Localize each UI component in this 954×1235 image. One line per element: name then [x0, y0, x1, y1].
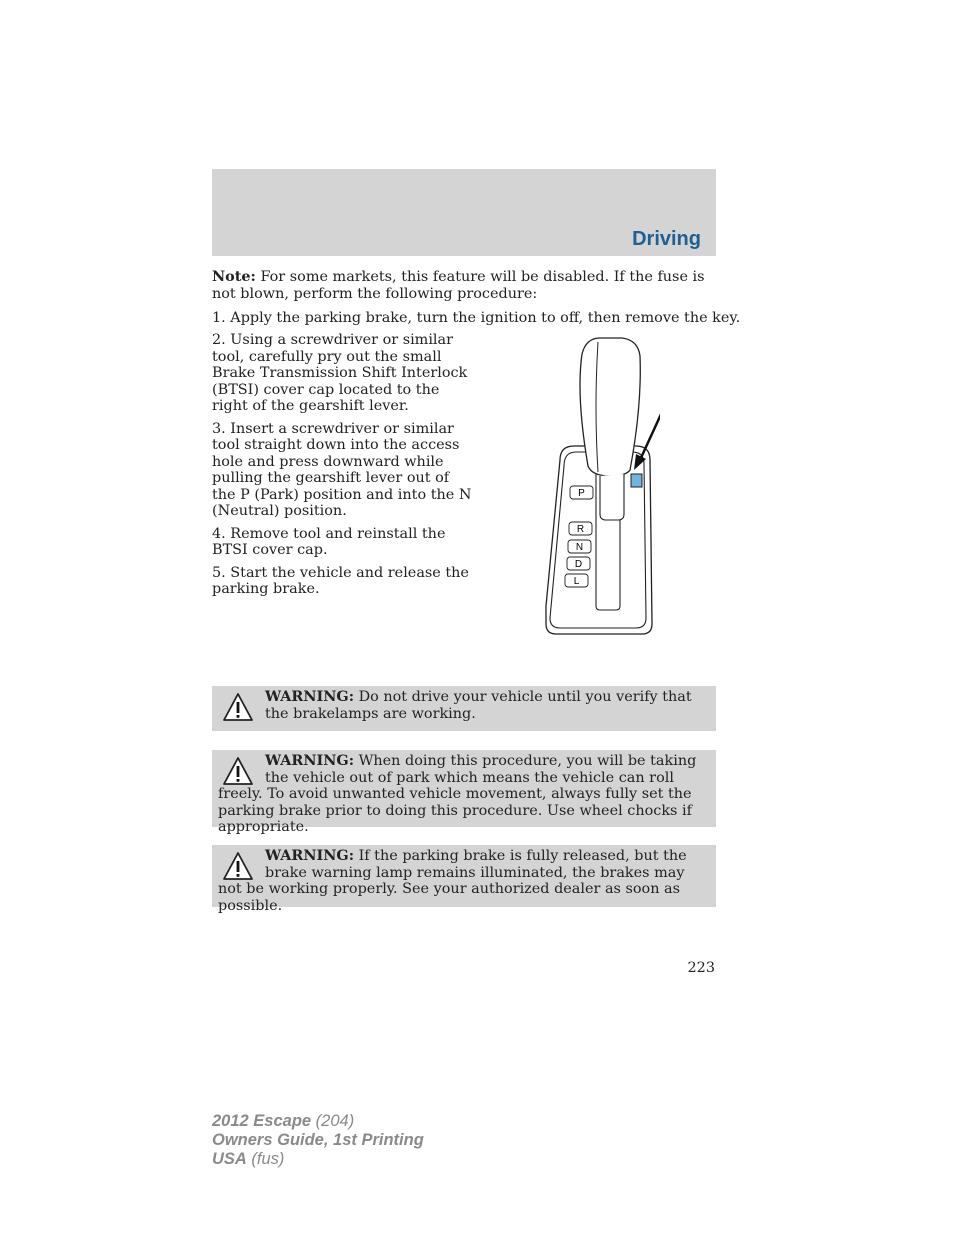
btsi-cover-cap — [631, 474, 642, 487]
footer-market: USA — [212, 1150, 247, 1168]
footer-line-guide — [212, 1131, 424, 1150]
step-3: 3. Insert a screwdriver or similar tool straight down into the access hole and press downward while pulling the gearshift lever out of the P (Park) position and into the N (Neutral) position. — [212, 420, 472, 519]
page-number: 223 — [687, 960, 715, 976]
warning-label: WARNING: — [265, 688, 355, 705]
note-paragraph — [212, 269, 716, 302]
step-4: 4. Remove tool and reinstall the BTSI cover cap. — [212, 525, 446, 558]
footer-guide: Owners Guide, 1st Printing — [212, 1131, 424, 1149]
gearshift-btsi-illustration — [540, 336, 660, 638]
lever-stem — [600, 474, 624, 520]
warning-label: WARNING: — [265, 752, 355, 769]
gear-n-label: N — [575, 542, 584, 553]
note-text: For some markets, this feature will be disabled. If the fuse is not blown, perform the following procedure: — [212, 269, 705, 302]
warning-box-brake-lamp — [212, 845, 716, 914]
step-5: 5. Start the vehicle and release the parking brake. — [212, 564, 469, 597]
gear-r-label: R — [576, 524, 585, 535]
warning-label: WARNING: — [265, 847, 355, 864]
section-title: Driving — [632, 228, 701, 250]
warning-text: When doing this procedure, you will be taking the vehicle out of park which means the vehicle can roll freely. To avoid unwanted vehicle movement, always fully set the parking brake prior to doing this procedure. Use wheel chocks if appropriate. — [218, 753, 697, 835]
document-footer — [212, 1112, 424, 1169]
section-header-band — [212, 169, 716, 256]
footer-line-market — [212, 1150, 424, 1169]
footer-line-model — [212, 1112, 424, 1131]
gear-d-label: D — [574, 559, 583, 570]
step-1: 1. Apply the parking brake, turn the ignition to off, then remove the key. — [212, 310, 741, 326]
arrow-shaft — [640, 412, 660, 460]
gear-l-label: L — [573, 576, 580, 587]
footer-market-code: (fus) — [246, 1150, 285, 1168]
warning-box-vehicle-roll — [212, 750, 716, 835]
footer-model: 2012 Escape — [212, 1112, 312, 1130]
note-label: Note: — [212, 268, 256, 285]
warning-text: If the parking brake is fully released, but the brake warning lamp remains illuminated, the brakes may not be working properly. See your authorized dealer as soon as possible. — [218, 848, 687, 914]
warning-text: Do not drive your vehicle until you verify that the brakelamps are working. — [265, 689, 692, 722]
warning-triangle-icon — [222, 756, 254, 786]
warning-triangle-icon — [222, 692, 254, 722]
gear-p-label: P — [578, 488, 585, 499]
steps-column — [212, 332, 474, 604]
footer-model-code: (204) — [311, 1112, 355, 1130]
warning-triangle-icon — [222, 851, 254, 881]
warning-box-brakelamps — [212, 686, 716, 731]
step-2: 2. Using a screwdriver or similar tool, carefully pry out the small Brake Transmission Shift Interlock (BTSI) cover cap located to the right of the gearshift lever. — [212, 332, 468, 414]
gearshift-lever — [580, 338, 640, 476]
